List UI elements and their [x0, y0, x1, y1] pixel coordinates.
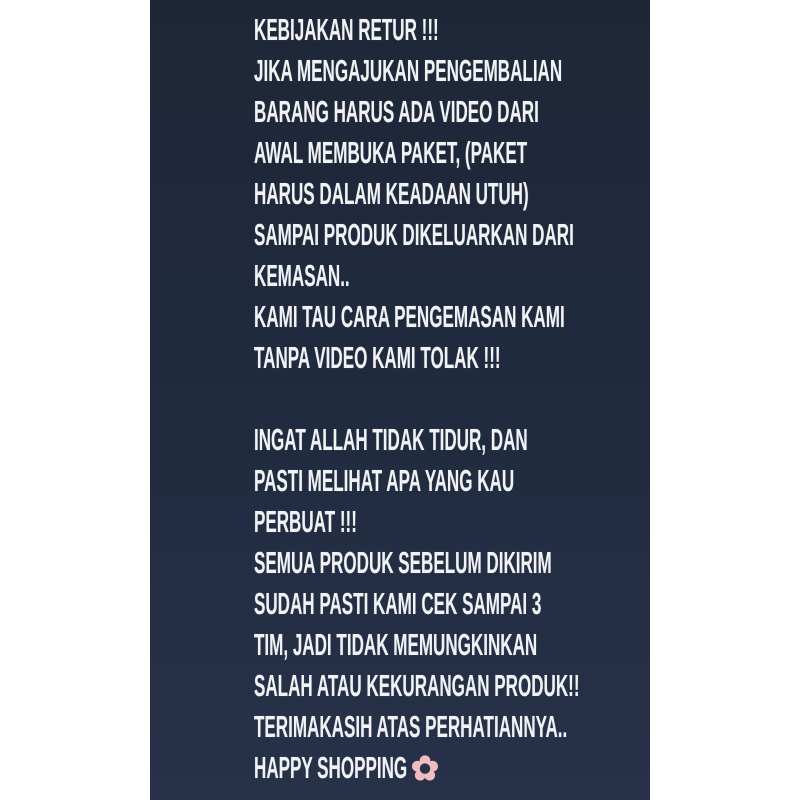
notice-line: KEMASAN..: [254, 258, 350, 293]
notice-line: TIM, JADI TIDAK MEMUNGKINKAN: [254, 627, 538, 662]
notice-line: PERBUAT !!!: [254, 504, 357, 539]
notice-line: HAPPY SHOPPING✿: [254, 750, 440, 788]
notice-line: TERIMAKASIH ATAS PERHATIANNYA..: [254, 709, 568, 744]
notice-line: PASTI MELIHAT APA YANG KAU: [254, 463, 515, 498]
notice-line: HARUS DALAM KEADAAN UTUH): [254, 176, 529, 211]
notice-line: BARANG HARUS ADA VIDEO DARI: [254, 94, 539, 129]
notice-line: SAMPAI PRODUK DIKELUARKAN DARI: [254, 217, 574, 252]
notice-line: INGAT ALLAH TIDAK TIDUR, DAN: [254, 422, 528, 457]
notice-line: SUDAH PASTI KAMI CEK SAMPAI 3: [254, 586, 542, 621]
notice-line: JIKA MENGAJUKAN PENGEMBALIAN: [254, 53, 563, 88]
notice-line: KAMI TAU CARA PENGEMASAN KAMI: [254, 299, 565, 334]
notice-text: [254, 9, 580, 788]
cherry-blossom-icon: ✿: [410, 750, 440, 788]
notice-line: TANPA VIDEO KAMI TOLAK !!!: [254, 340, 501, 375]
notice-line: KEBIJAKAN RETUR !!!: [254, 12, 439, 47]
notice-line: SEMUA PRODUK SEBELUM DIKIRIM: [254, 545, 552, 580]
notice-line: AWAL MEMBUKA PAKET, (PAKET: [254, 135, 528, 170]
notice-line: SALAH ATAU KEKURANGAN PRODUK!!: [254, 668, 580, 703]
return-policy-card: [150, 0, 650, 800]
notice-blank-line: [254, 378, 580, 419]
